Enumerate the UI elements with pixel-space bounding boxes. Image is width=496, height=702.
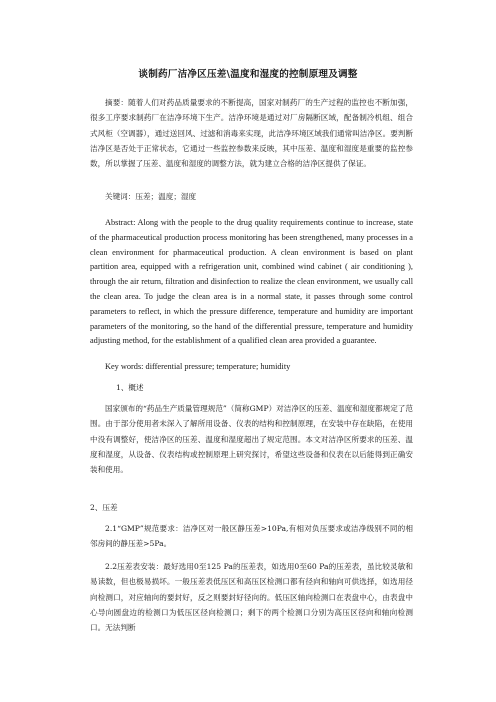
abstract-en: Abstract: Along with the people to the drug quality requirements continue to increase, state of the pharmaceutical production process monitoring has been strengthened, many processes in a clean environment for pharmaceutical production. A clean environment is based on plant partition area, equipped with a refrigeration unit, combined wind cabinet ( air conditioning ), through the air return, filtration and disinfection to realize the clean environment, we usually call the clean area. To judge the clean area is in a normal state, it passes through some control parameters to reflect, in which the pressure difference, temperature and humidity are important parameters of the monitoring, so the hand of the differential pressure, temperature and humidity adjusting method, for the establishment of a qualified clean area provided a guarantee. xyxy=(90,218,413,346)
section-2-2: 2.2压差表安装：最好选用0至125 Pa的压差表，如选用0至60 Pa的压差表，虽比较灵敏和易读数，但也极易损坏。一般压差表低压区和高压区检测口都有径向和轴向可供选择，如选用径向检测口，对应轴向的要封好，反之则要封好径向的。低压区轴向检测口在表盘中心，由表盘中心导向圆盘边的检测口为低压区径向检测口；剩下的两个检测口分别为高压区径向和轴向检测口。无法判断 xyxy=(90,562,413,633)
section-2-heading: 2、压差 xyxy=(90,503,118,512)
keywords-cn: 关键词：压差；温度；湿度 xyxy=(105,192,197,201)
section-1-body: 国家颁布的“药品生产质量管理规范”（简称GMP）对洁净区的压差、温度和湿度都规定了范围。由于部分使用者未深入了解所用设备、仪表的结构和控制原理，在安装中存在缺陷，在使用中没有调整好，使洁净区的压差、温度和湿度超出了规定范围。本文对洁净区所要求的压差、温度和湿度，从设备、仪表结构或控制原理上研究探讨，希望这些设备和仪表在以后能得到正确安装和使用。 xyxy=(90,404,413,475)
document-title: 谈制药厂洁净区压差\温度和湿度的控制原理及调整 xyxy=(138,69,358,80)
section-2-1: 2.1“GMP”规范要求：洁净区对一般区静压差>10Pa,有相对负压要求或洁净级别不同的相邻房间的静压差>5Pa。 xyxy=(90,524,413,549)
section-1-heading: 1、概述 xyxy=(116,383,144,392)
abstract-cn: 摘要：随着人们对药品质量要求的不断提高，国家对制药厂的生产过程的监控也不断加强，很多工序要求制药厂在洁净环境下生产。洁净环境是通过对厂房隔断区域，配备制冷机组、组合式风柜（空调器），通过送回风、过滤和消毒来实现，此洁净环境区域我们通常叫洁净区。要判断洁净区是否处于正常状态，它通过一些监控参数来反映，其中压差、温度和湿度是重要的监控参数，所以掌握了压差、温度和湿度的调整方法，就为建立合格的洁净区提供了保证。 xyxy=(90,98,413,169)
keywords-en: Key words: differential pressure; temperature; humidity xyxy=(105,362,291,371)
